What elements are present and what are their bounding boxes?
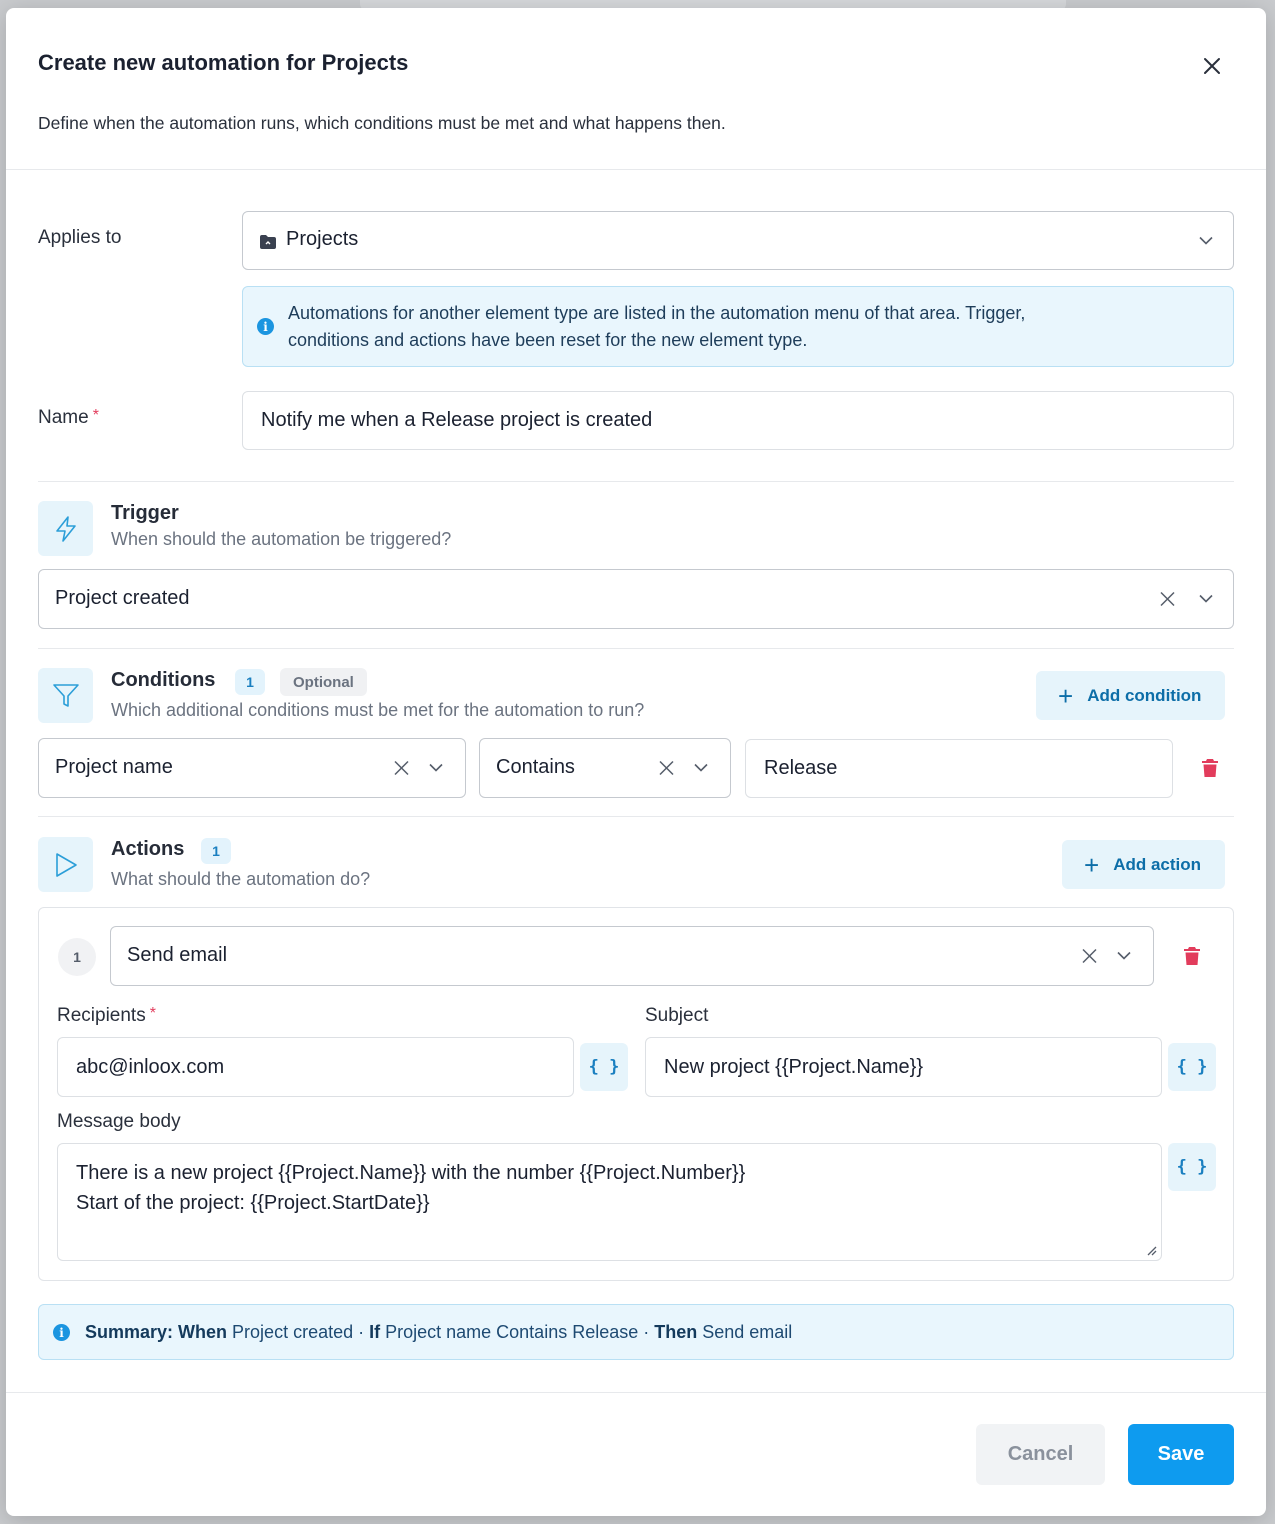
summary-when-value: Project created · bbox=[227, 1321, 370, 1342]
trigger-value: Project created bbox=[55, 587, 190, 609]
delete-action-button[interactable] bbox=[1180, 944, 1204, 968]
automation-dialog bbox=[6, 8, 1266, 1516]
action-card bbox=[38, 907, 1234, 1281]
dialog-header bbox=[6, 8, 1266, 170]
trigger-section-icon bbox=[38, 501, 93, 556]
name-input[interactable]: Notify me when a Release project is created bbox=[242, 391, 1234, 450]
conditions-subtitle: Which additional conditions must be met for the automation to run? bbox=[111, 700, 645, 720]
footer-divider bbox=[6, 1392, 1266, 1393]
optional-badge: Optional bbox=[280, 668, 367, 696]
divider bbox=[38, 816, 1234, 817]
divider bbox=[38, 481, 1234, 482]
subject-label: Subject bbox=[645, 1005, 709, 1026]
close-icon bbox=[1203, 57, 1221, 75]
summary-then-value: Send email bbox=[697, 1321, 793, 1342]
insert-variable-button[interactable]: { } bbox=[1168, 1043, 1216, 1091]
summary-if: If bbox=[369, 1321, 381, 1342]
dialog-description: Define when the automation runs, which conditions must be met and what happens then. bbox=[38, 113, 726, 133]
info-icon: i bbox=[53, 1324, 70, 1341]
close-button[interactable] bbox=[1198, 52, 1226, 80]
subject-input[interactable]: New project {{Project.Name}} bbox=[645, 1037, 1162, 1097]
condition-operator-value: Contains bbox=[496, 756, 575, 778]
trigger-title: Trigger bbox=[111, 502, 179, 524]
condition-field-select[interactable] bbox=[38, 738, 466, 798]
insert-variable-button[interactable]: { } bbox=[1168, 1143, 1216, 1191]
actions-title: Actions bbox=[111, 838, 185, 860]
applies-to-select[interactable] bbox=[242, 211, 1234, 270]
chevron-down-icon[interactable] bbox=[694, 764, 708, 773]
conditions-section-icon bbox=[38, 668, 93, 723]
clear-icon[interactable] bbox=[1082, 949, 1097, 964]
chevron-down-icon[interactable] bbox=[1199, 236, 1213, 245]
trigger-select[interactable] bbox=[38, 569, 1234, 629]
chevron-down-icon[interactable] bbox=[1199, 595, 1213, 604]
actions-count-badge: 1 bbox=[201, 838, 231, 864]
divider bbox=[38, 648, 1234, 649]
action-step-number: 1 bbox=[58, 938, 96, 976]
add-action-button[interactable] bbox=[1062, 840, 1225, 889]
condition-operator-select[interactable] bbox=[479, 738, 731, 798]
info-text: Automations for another element type are listed in the automation menu of that area. Trigger, conditions and actions have been reset for the new element type. bbox=[288, 303, 1026, 350]
add-condition-button[interactable] bbox=[1036, 671, 1225, 720]
resize-handle-icon[interactable] bbox=[1145, 1244, 1157, 1256]
filter-icon bbox=[52, 683, 80, 709]
actions-section-icon bbox=[38, 837, 93, 892]
plus-icon: + bbox=[1084, 849, 1100, 880]
chevron-down-icon[interactable] bbox=[429, 764, 443, 773]
action-type-value: Send email bbox=[127, 944, 228, 966]
delete-condition-button[interactable] bbox=[1198, 756, 1222, 780]
add-action-label: Add action bbox=[1113, 854, 1202, 874]
trash-icon bbox=[1201, 758, 1219, 778]
dialog-title: Create new automation for Projects bbox=[38, 50, 409, 75]
trash-icon bbox=[1183, 946, 1201, 966]
condition-field-value: Project name bbox=[55, 756, 173, 778]
summary-then: Then bbox=[654, 1321, 698, 1342]
recipients-label: Recipients * bbox=[57, 1005, 156, 1026]
summary-when: When bbox=[178, 1321, 228, 1342]
clear-icon[interactable] bbox=[1160, 592, 1175, 607]
required-marker: * bbox=[92, 407, 99, 424]
plus-icon: + bbox=[1058, 680, 1074, 711]
message-body-label: Message body bbox=[57, 1111, 181, 1132]
chevron-down-icon[interactable] bbox=[1117, 952, 1131, 961]
message-body-line: There is a new project {{Project.Name}} with the number {{Project.Number}} bbox=[76, 1162, 746, 1184]
required-marker: * bbox=[149, 1005, 156, 1022]
actions-subtitle: What should the automation do? bbox=[111, 869, 371, 889]
lightning-icon bbox=[53, 515, 79, 543]
info-icon: i bbox=[257, 318, 274, 335]
element-type-info bbox=[242, 286, 1234, 367]
insert-variable-button[interactable]: { } bbox=[580, 1043, 628, 1091]
summary-label: Summary: bbox=[85, 1321, 174, 1342]
conditions-count-badge: 1 bbox=[235, 669, 265, 695]
folder-icon bbox=[259, 234, 277, 250]
message-body-textarea[interactable] bbox=[57, 1143, 1162, 1261]
save-button[interactable]: Save bbox=[1128, 1424, 1234, 1485]
add-condition-label: Add condition bbox=[1087, 685, 1202, 705]
applies-to-label: Applies to bbox=[38, 227, 122, 248]
action-type-select[interactable] bbox=[110, 926, 1154, 986]
name-label: Name * bbox=[38, 407, 99, 428]
recipients-input[interactable]: abc@inloox.com bbox=[57, 1037, 574, 1097]
summary-if-value: Project name Contains Release · bbox=[380, 1321, 655, 1342]
clear-icon[interactable] bbox=[659, 761, 674, 776]
condition-value-input[interactable]: Release bbox=[745, 739, 1173, 798]
summary-bar bbox=[38, 1304, 1234, 1360]
conditions-title: Conditions bbox=[111, 669, 216, 691]
applies-to-value: Projects bbox=[286, 228, 359, 250]
play-icon bbox=[54, 852, 78, 878]
clear-icon[interactable] bbox=[394, 761, 409, 776]
message-body-line: Start of the project: {{Project.StartDate}} bbox=[76, 1192, 430, 1214]
trigger-subtitle: When should the automation be triggered? bbox=[111, 529, 452, 549]
cancel-button[interactable]: Cancel bbox=[976, 1424, 1105, 1485]
